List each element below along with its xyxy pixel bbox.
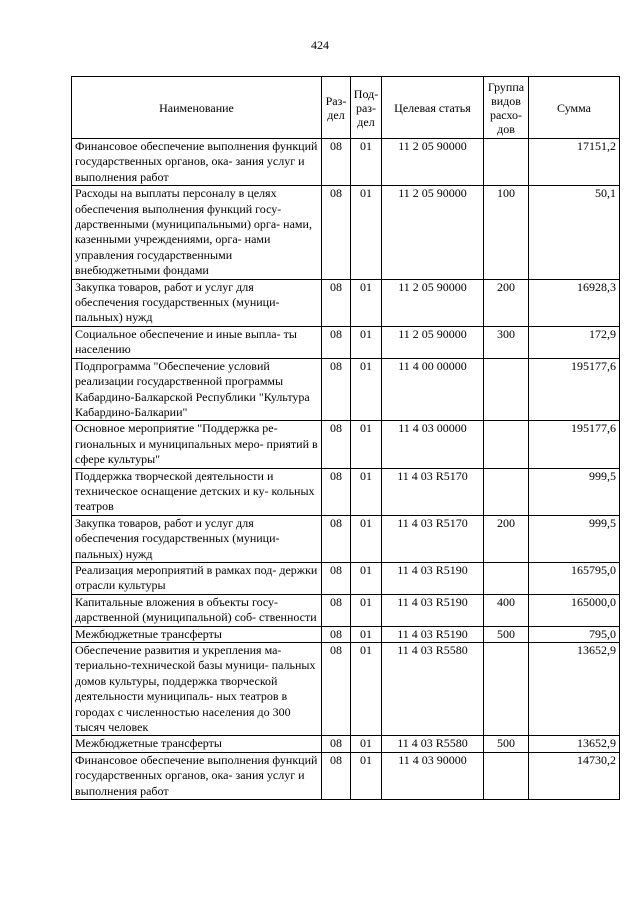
table-row bbox=[72, 468, 620, 515]
header-subsection: Под- раз- дел bbox=[351, 77, 382, 139]
row-subsection: 01 bbox=[351, 279, 382, 326]
row-section: 08 bbox=[322, 594, 351, 626]
row-section: 08 bbox=[322, 643, 351, 736]
table-row bbox=[72, 279, 620, 326]
header-sum: Сумма bbox=[529, 77, 620, 139]
row-sum: 999,5 bbox=[529, 515, 620, 562]
table-row bbox=[72, 643, 620, 736]
row-subsection: 01 bbox=[351, 626, 382, 642]
row-name: Расходы на выплаты персоналу в целях обеспечения выполнения функций госу- дарственными (муниципальными) орга- нами, казенными учреждениями, орга- нами управления государственными внебюджетными фондами bbox=[72, 186, 322, 279]
row-name: Основное мероприятие "Поддержка ре- гиональных и муниципальных меро- приятий в сфере культуры" bbox=[72, 421, 322, 468]
header-group: Группа видов расхо- дов bbox=[484, 77, 529, 139]
row-subsection: 01 bbox=[351, 139, 382, 186]
header-article: Целевая статья bbox=[382, 77, 484, 139]
row-group: 100 bbox=[484, 186, 529, 279]
row-name: Финансовое обеспечение выполнения функций государственных органов, ока- зания услуг и выполнения работ bbox=[72, 752, 322, 799]
row-article: 11 2 05 90000 bbox=[382, 279, 484, 326]
row-section: 08 bbox=[322, 326, 351, 358]
row-group bbox=[484, 139, 529, 186]
page-number: 424 bbox=[311, 38, 329, 52]
row-sum: 13652,9 bbox=[529, 643, 620, 736]
row-sum: 13652,9 bbox=[529, 736, 620, 752]
row-group bbox=[484, 752, 529, 799]
row-subsection: 01 bbox=[351, 562, 382, 594]
row-group: 200 bbox=[484, 279, 529, 326]
row-name: Закупка товаров, работ и услуг для обеспечения государственных (муници- пальных) нужд bbox=[72, 515, 322, 562]
row-article: 11 4 03 R5190 bbox=[382, 594, 484, 626]
row-sum: 16928,3 bbox=[529, 279, 620, 326]
row-group bbox=[484, 421, 529, 468]
row-group: 300 bbox=[484, 326, 529, 358]
row-group: 500 bbox=[484, 736, 529, 752]
row-section: 08 bbox=[322, 562, 351, 594]
table-row bbox=[72, 139, 620, 186]
row-subsection: 01 bbox=[351, 752, 382, 799]
row-subsection: 01 bbox=[351, 186, 382, 279]
row-name: Межбюджетные трансферты bbox=[72, 736, 322, 752]
table-row bbox=[72, 515, 620, 562]
row-name: Финансовое обеспечение выполнения функций государственных органов, ока- зания услуг и выполнения работ bbox=[72, 139, 322, 186]
row-section: 08 bbox=[322, 468, 351, 515]
row-name: Социальное обеспечение и иные выпла- ты населению bbox=[72, 326, 322, 358]
table-row bbox=[72, 562, 620, 594]
row-article: 11 4 03 00000 bbox=[382, 421, 484, 468]
row-group bbox=[484, 468, 529, 515]
row-group: 500 bbox=[484, 626, 529, 642]
row-name: Поддержка творческой деятельности и техническое оснащение детских и ку- кольных театров bbox=[72, 468, 322, 515]
row-article: 11 4 03 90000 bbox=[382, 752, 484, 799]
row-sum: 195177,6 bbox=[529, 358, 620, 421]
row-section: 08 bbox=[322, 736, 351, 752]
row-sum: 17151,2 bbox=[529, 139, 620, 186]
row-sum: 14730,2 bbox=[529, 752, 620, 799]
row-section: 08 bbox=[322, 421, 351, 468]
budget-table bbox=[71, 76, 620, 800]
row-subsection: 01 bbox=[351, 736, 382, 752]
row-group bbox=[484, 562, 529, 594]
row-group: 200 bbox=[484, 515, 529, 562]
table-row bbox=[72, 421, 620, 468]
row-sum: 795,0 bbox=[529, 626, 620, 642]
row-name: Реализация мероприятий в рамках под- держки отрасли культуры bbox=[72, 562, 322, 594]
row-name: Капитальные вложения в объекты госу- дарственной (муниципальной) соб- ственности bbox=[72, 594, 322, 626]
row-sum: 165795,0 bbox=[529, 562, 620, 594]
row-section: 08 bbox=[322, 279, 351, 326]
row-name: Обеспечение развития и укрепления ма- териально-технической базы муници- пальных домов культуры, поддержка творческой деятельности муниципаль- ных театров в городах с численностью населения до 300 тысяч человек bbox=[72, 643, 322, 736]
table-header-row bbox=[72, 77, 620, 139]
row-section: 08 bbox=[322, 626, 351, 642]
row-sum: 999,5 bbox=[529, 468, 620, 515]
table-row bbox=[72, 358, 620, 421]
row-sum: 195177,6 bbox=[529, 421, 620, 468]
row-article: 11 4 03 R5170 bbox=[382, 515, 484, 562]
row-name: Подпрограмма "Обеспечение условий реализации государственной программы Кабардино-Балкарской Республики "Культура Кабардино-Балкарии" bbox=[72, 358, 322, 421]
row-article: 11 4 03 R5170 bbox=[382, 468, 484, 515]
header-section: Раз- дел bbox=[322, 77, 351, 139]
row-sum: 50,1 bbox=[529, 186, 620, 279]
header-name: Наименование bbox=[72, 77, 322, 139]
table-row bbox=[72, 752, 620, 799]
table-row bbox=[72, 186, 620, 279]
row-section: 08 bbox=[322, 752, 351, 799]
table-row bbox=[72, 594, 620, 626]
row-group bbox=[484, 358, 529, 421]
row-article: 11 2 05 90000 bbox=[382, 326, 484, 358]
row-article: 11 4 03 R5190 bbox=[382, 626, 484, 642]
row-sum: 165000,0 bbox=[529, 594, 620, 626]
row-subsection: 01 bbox=[351, 358, 382, 421]
row-article: 11 2 05 90000 bbox=[382, 186, 484, 279]
row-subsection: 01 bbox=[351, 594, 382, 626]
row-article: 11 4 03 R5580 bbox=[382, 643, 484, 736]
table-row bbox=[72, 626, 620, 642]
row-section: 08 bbox=[322, 515, 351, 562]
row-name: Межбюджетные трансферты bbox=[72, 626, 322, 642]
row-group: 400 bbox=[484, 594, 529, 626]
row-section: 08 bbox=[322, 139, 351, 186]
row-article: 11 2 05 90000 bbox=[382, 139, 484, 186]
row-subsection: 01 bbox=[351, 515, 382, 562]
row-article: 11 4 00 00000 bbox=[382, 358, 484, 421]
row-name: Закупка товаров, работ и услуг для обеспечения государственных (муници- пальных) нужд bbox=[72, 279, 322, 326]
row-section: 08 bbox=[322, 186, 351, 279]
table-row bbox=[72, 326, 620, 358]
row-subsection: 01 bbox=[351, 421, 382, 468]
row-subsection: 01 bbox=[351, 326, 382, 358]
row-article: 11 4 03 R5190 bbox=[382, 562, 484, 594]
row-article: 11 4 03 R5580 bbox=[382, 736, 484, 752]
row-section: 08 bbox=[322, 358, 351, 421]
row-subsection: 01 bbox=[351, 468, 382, 515]
row-sum: 172,9 bbox=[529, 326, 620, 358]
table-row bbox=[72, 736, 620, 752]
row-group bbox=[484, 643, 529, 736]
row-subsection: 01 bbox=[351, 643, 382, 736]
